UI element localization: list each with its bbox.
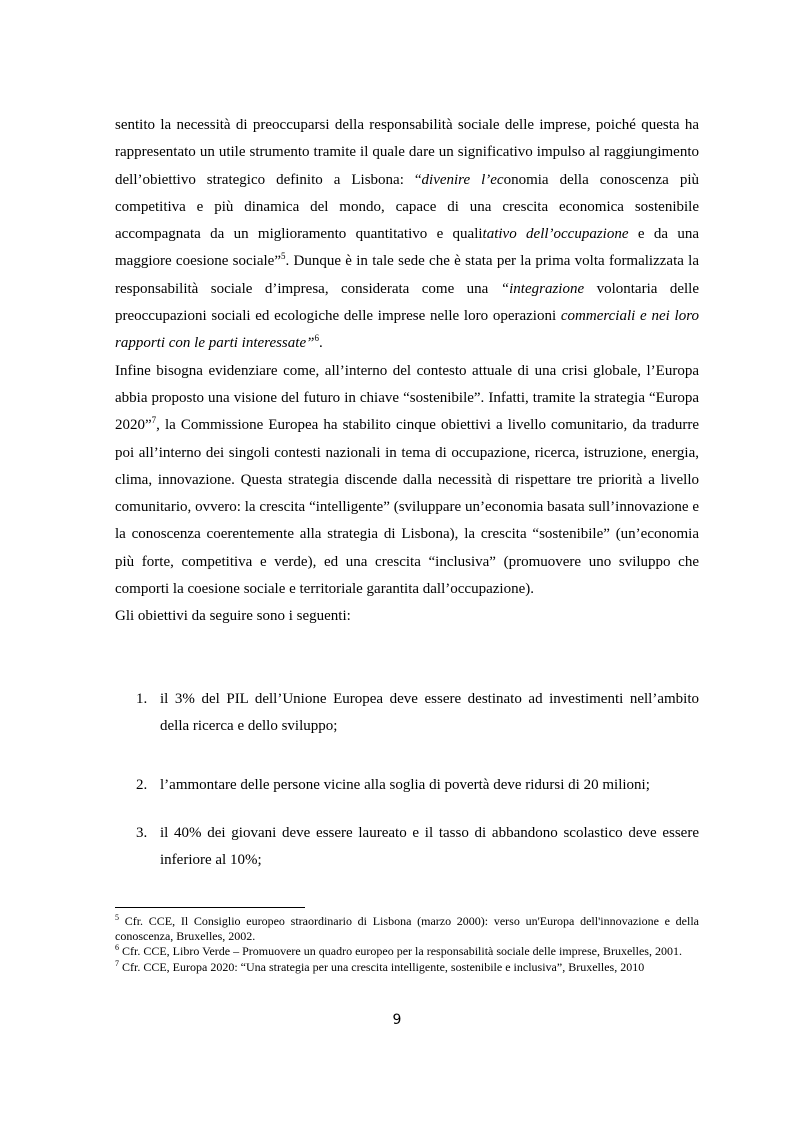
list-item-text: l’ammontare delle persone vicine alla soglia di povertà deve ridursi di 20 milioni; (160, 777, 650, 793)
footnote-separator (115, 907, 305, 908)
quote-italic: divenire l’ec (421, 171, 504, 188)
paragraph-lisbon (115, 112, 699, 358)
list-number: 3. (136, 825, 148, 841)
text-run: e da una maggiore coesione sociale” (115, 226, 699, 270)
paragraph-europa-2020 (115, 358, 699, 604)
list-item (136, 820, 699, 875)
list-number: 2. (136, 777, 148, 793)
page-number: 9 (392, 1012, 402, 1028)
list-item (136, 772, 699, 799)
footnotes (115, 914, 699, 975)
footnote-ref-7: 7 (151, 415, 157, 426)
footnote-5 (115, 914, 699, 943)
footnote-7 (115, 960, 699, 975)
list-item-text: il 40% dei giovani deve essere laureato e il tasso di abbandono scolastico deve essere inferiore al 10%; (160, 825, 699, 869)
text-run: . Dunque è in tale sede che è stata per la prima volta formalizzata la responsabilità sociale d’impresa, considerata come una (115, 253, 699, 297)
text-run: sentito la necessità di preoccuparsi della responsabilità sociale delle imprese, poiché questa ha rappresentato un utile strumento tramite il quale dare un significativo impulso al raggiungimento dell’obiettivo strategico definito a Lisbona: “ (115, 117, 699, 188)
quote-italic: commerciali e nei loro rapporti con le parti interessate” (115, 308, 699, 352)
footnote-number: 7 (115, 958, 119, 968)
footnote-ref-6: 6 (314, 333, 319, 344)
text-run: onomia della conoscenza più competitiva e più dinamica del mondo, capace di una crescita economica sostenibile accompagnata da un miglioramento quantitativo e quali (115, 171, 699, 243)
text-run: Infine bisogna evidenziare come, all’interno del contesto attuale di una crisi globale, l’Europa abbia proposto una visione del futuro in chiave “sostenibile”. Infatti, tramite la strategia “Europa 2020” (115, 362, 699, 434)
quote-italic: “integrazione (500, 280, 585, 297)
list-number: 1. (136, 691, 148, 707)
footnote-text: Cfr. CCE, Europa 2020: “Una strategia per una crescita intelligente, sostenibile e inclusiva”, Bruxelles, 2010 (119, 959, 645, 974)
footnote-6 (115, 944, 699, 959)
body-text (115, 112, 699, 631)
quote-italic: tativo dell’occupazione (482, 226, 629, 243)
footnote-ref-5: 5 (281, 251, 286, 262)
footnote-number: 6 (115, 943, 119, 952)
text-run: . (318, 335, 323, 352)
list-item-text: il 3% del PIL dell’Unione Europea deve essere destinato ad investimenti nell’ambito della ricerca e dello sviluppo; (160, 691, 699, 735)
footnote-text: Cfr. CCE, Il Consiglio europeo straordinario di Lisbona (marzo 2000): verso un'Europa dell'innovazione e della conoscenza, Bruxelles, 2002. (115, 914, 699, 943)
text-run: , la Commissione Europea ha stabilito cinque obiettivi a livello comunitario, da tradurre poi all’interno dei singoli contesti nazionali in tema di occupazione, ricerca, istruzione, energia, clima, innovazione. Questa strategia discende dalla necessità di rispettare tre priorità a livello comunitario, ovvero: la crescita “intelligente” (sviluppare un’economia basata sull’innovazione e la conoscenza coerentemente alla strategia di Lisbona), la crescita “sostenibile” (un’economia più forte, competitiva e verde), ed una crescita “inclusiva” (promuovere uno sviluppo che comporti la coesione sociale e territoriale garantita dall’occupazione). (115, 417, 699, 598)
footnote-text: Cfr. CCE, Libro Verde – Promuovere un quadro europeo per la responsabilità sociale delle imprese, Bruxelles, 2001. (119, 944, 682, 958)
footnote-number: 5 (115, 913, 119, 922)
list-item (136, 686, 699, 741)
text-run: volontaria delle preoccupazioni sociali ed ecologiche delle imprese nelle loro operazioni (115, 280, 699, 325)
paragraph-objectives-intro: Gli obiettivi da seguire sono i seguenti: (115, 608, 351, 625)
